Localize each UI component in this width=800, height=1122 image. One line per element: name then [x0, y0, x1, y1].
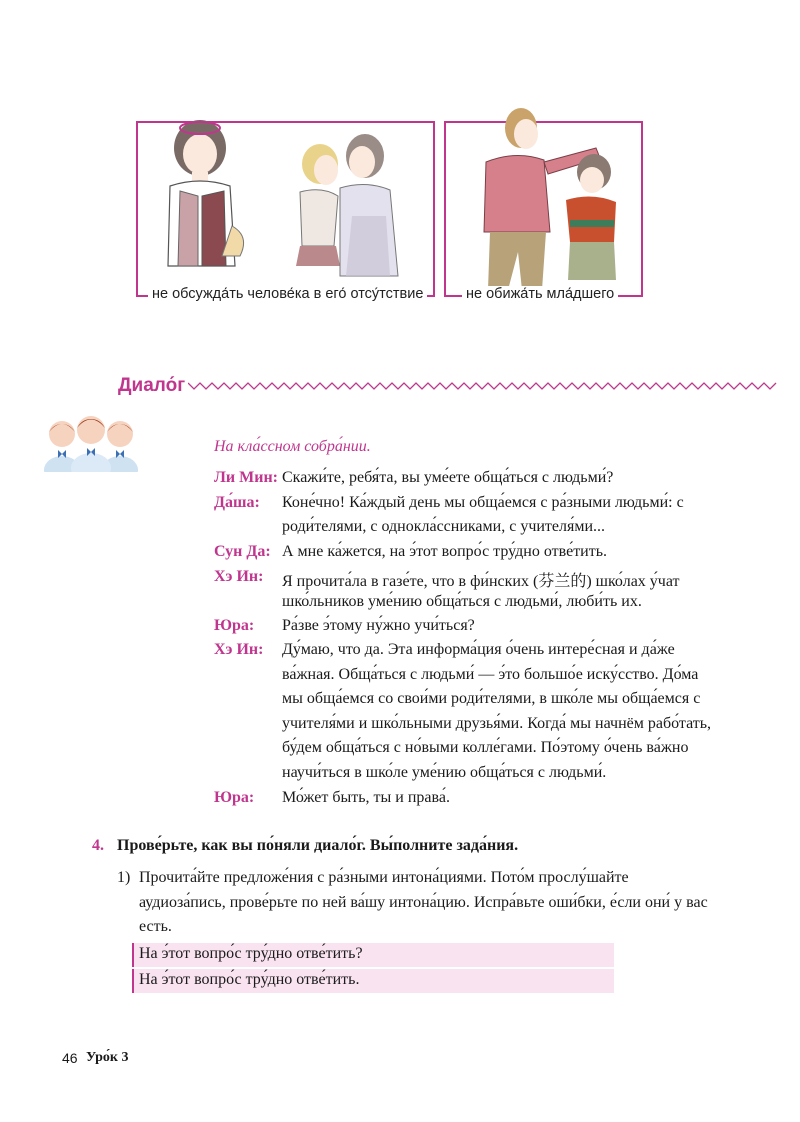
lesson-label: Уро́к 3: [86, 1050, 129, 1065]
dialog-text: Я прочита́ла в газе́те, что в фи́нских (芬兰的) шко́лах у́чат: [282, 573, 680, 590]
speaker-label: Юра:: [214, 789, 255, 806]
subtask-line: Прочита́йте предложе́ния с ра́зными интона́циями. Пото́м прослу́шайте: [139, 869, 629, 886]
dialog-scene: На кла́ссном собра́нии.: [214, 438, 371, 455]
section-title: Диало́г: [118, 375, 186, 396]
dialog-text: бу́дем обща́ться с но́выми колле́гами. По́этому о́чень ва́жно: [282, 739, 689, 756]
gossip-illustration: [140, 106, 430, 291]
example-text: На э́тот вопро́с тру́дно отве́тить.: [139, 971, 360, 988]
subtask-number: 1): [117, 869, 131, 886]
page-number: 46: [62, 1050, 78, 1066]
dialog-text: мы обща́емся со свои́ми роди́телями, в шко́ле мы обща́емся с: [282, 690, 701, 707]
subtask-line: есть.: [139, 918, 172, 935]
dialog-text: Коне́чно! Ка́ждый день мы обща́емся с ра́зными людьми́: с: [282, 494, 684, 511]
dialog-text: ва́жная. Обща́ться с людьми́ — э́то большо́е иску́сство. До́ма: [282, 666, 699, 683]
section-divider: [188, 380, 778, 392]
task-title: Прове́рьте, как вы по́няли диало́г. Вы́полните зада́ния.: [117, 837, 519, 854]
speaker-label: Да́ша:: [214, 494, 260, 511]
example-sentence-statement: [132, 969, 614, 993]
dialog-text: Мо́жет быть, ты и права́.: [282, 789, 450, 806]
dialog-text: роди́телями, с однокла́ссниками, с учителя́ми...: [282, 518, 606, 535]
illustration-left-caption: не обсужда́ть челове́ка в его́ отсу́тствие: [148, 286, 427, 302]
speaker-label: Сун Да:: [214, 543, 271, 560]
subtask-line: аудиоза́пись, прове́рьте по ней ва́шу интона́цию. Испра́вьте оши́бки, е́сли они́ у вас: [139, 894, 708, 911]
dialog-text: учителя́ми и шко́льными друзья́ми. Когда́ мы начнём рабо́тать,: [282, 715, 712, 732]
speaker-label: Хэ Ин:: [214, 641, 264, 658]
dialog-text: А мне ка́жется, на э́тот вопро́с тру́дно отве́тить.: [282, 543, 608, 560]
dialog-text: научи́ться в шко́ле уме́нию обща́ться с людьми́.: [282, 764, 607, 781]
dialog-text: Скажи́те, ребя́та, вы уме́ете обща́ться с людьми́?: [282, 469, 614, 486]
speaker-label: Хэ Ин:: [214, 568, 264, 585]
example-sentence-question: [132, 943, 614, 967]
speaker-label: Юра:: [214, 617, 255, 634]
speaker-label: Ли Мин:: [214, 469, 279, 486]
task-number: 4.: [92, 837, 104, 854]
dialog-text: Ра́зве э́тому ну́жно учи́ться?: [282, 617, 475, 634]
dialog-text: шко́льников уме́нию обща́ться с людьми́, люби́ть их.: [282, 593, 642, 610]
example-text: На э́тот вопро́с тру́дно отве́тить?: [139, 945, 363, 962]
illustration-right-caption: не обижа́ть мла́дшего: [462, 286, 618, 302]
bullying-illustration: [466, 102, 626, 292]
students-icon: [40, 412, 140, 472]
dialog-text: Ду́маю, что да. Эта информа́ция о́чень интере́сная и да́же: [282, 641, 675, 658]
